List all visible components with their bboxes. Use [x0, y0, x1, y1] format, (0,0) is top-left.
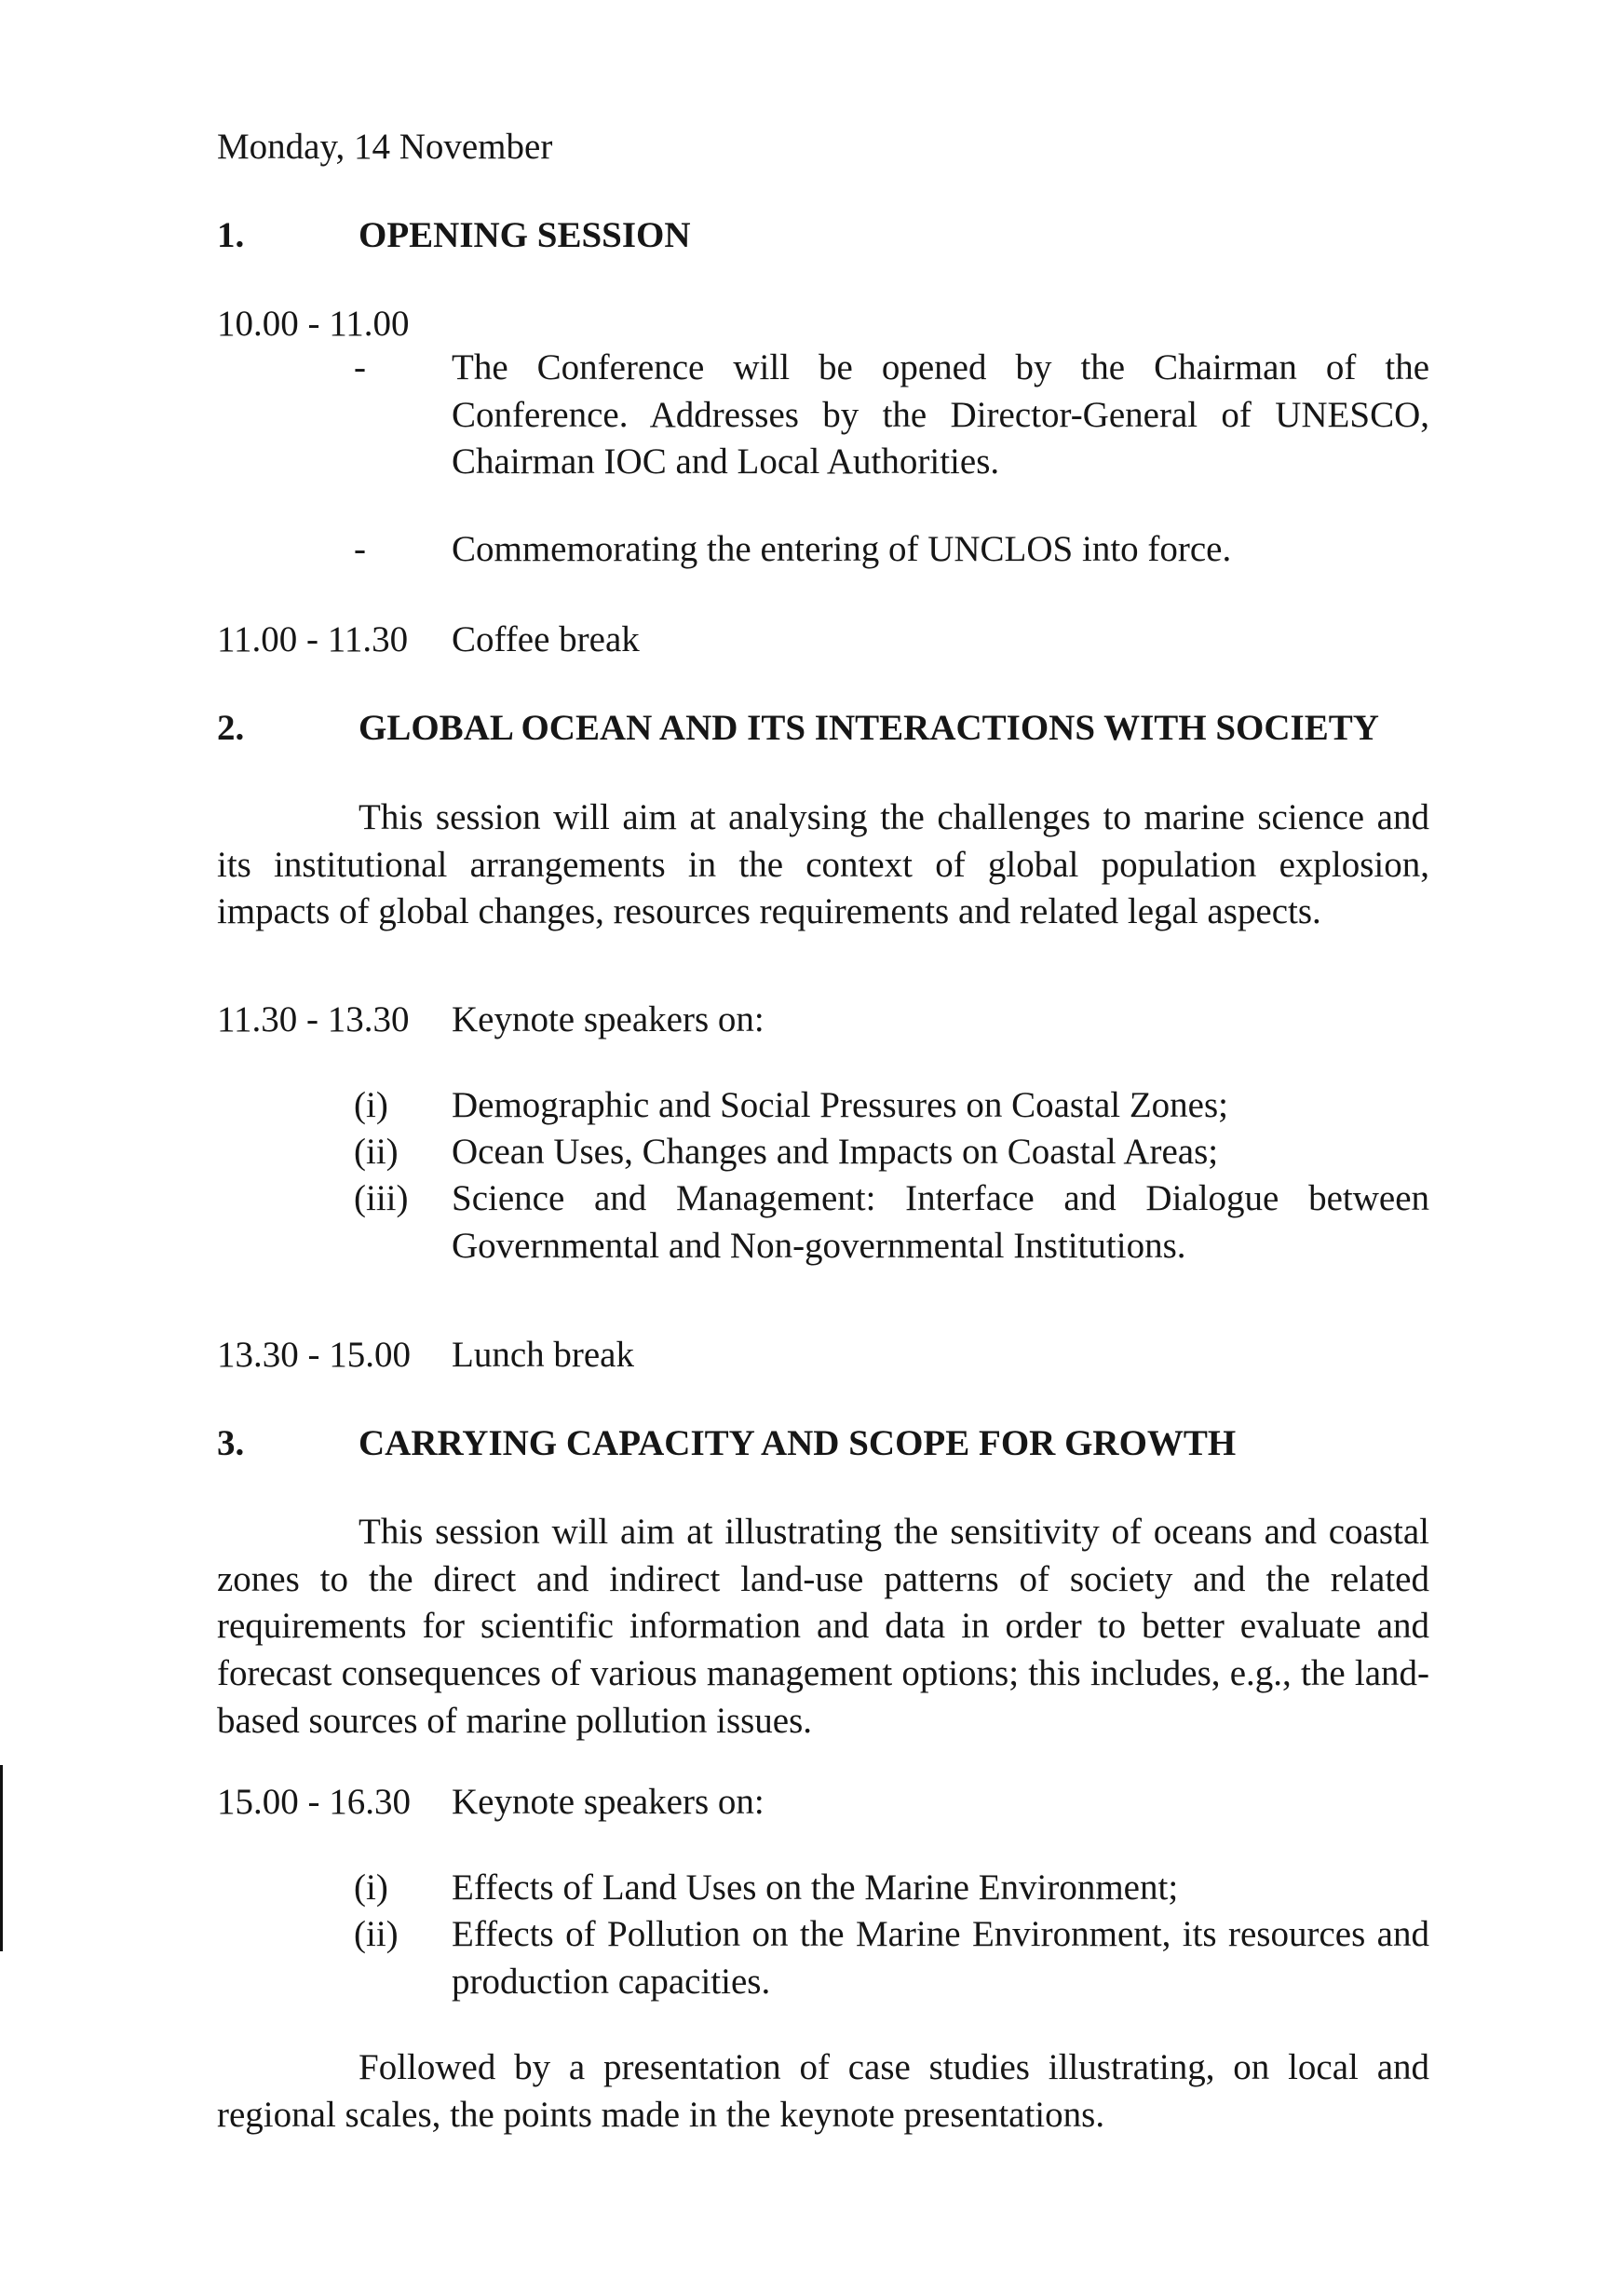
list-item	[354, 1865, 1429, 1912]
keynote-slot	[217, 1779, 765, 1826]
list-item	[354, 526, 1429, 574]
keynote-slot	[217, 997, 765, 1044]
slot-label: Keynote speakers on:	[452, 999, 765, 1039]
closing-paragraph: Followed by a presentation of case studies illustrating, on local and regional scales, the points made in the keynote presentations.	[217, 2047, 1429, 2135]
section-2-heading	[217, 705, 1379, 753]
list-item-text: Commemorating the entering of UNCLOS into force.	[452, 529, 1232, 569]
list-item-text: The Conference will be opened by the Chairman of the Conference. Addresses by the Director-General of UNESCO, Chairman IOC and Local Authorities.	[452, 347, 1429, 482]
margin-mark	[0, 1765, 3, 1951]
list-item-text: Science and Management: Interface and Dialogue between Governmental and Non-governmental Institutions.	[452, 1178, 1429, 1266]
list-item	[354, 1082, 1429, 1130]
session-description: This session will aim at analysing the challenges to marine science and its institutional arrangements in the context of global population explosion, impacts of global changes, resources requirements and related legal aspects.	[217, 797, 1429, 932]
slot-label: Coffee break	[452, 619, 640, 659]
list-item	[354, 1129, 1429, 1176]
list-marker: (iii)	[354, 1178, 409, 1218]
slot-time: 11.00 - 11.30	[217, 619, 409, 659]
list-marker: -	[354, 347, 366, 387]
list-item-text: Effects of Land Uses on the Marine Environment;	[452, 1867, 1179, 1908]
slot-label: Lunch break	[452, 1335, 634, 1375]
list-item-text: Effects of Pollution on the Marine Environment, its resources and production capacities.	[452, 1914, 1429, 2002]
section-title: GLOBAL OCEAN AND ITS INTERACTIONS WITH SOCIETY	[359, 708, 1379, 748]
session-description: This session will aim at illustrating the sensitivity of oceans and coastal zones to the direct and indirect land-use patterns of society and the related requirements for scientific information and data in order to better evaluate and forecast consequences of various management options; this includes, e.g., the land-based sources of marine pollution issues.	[217, 1512, 1429, 1741]
list-marker: (ii)	[354, 1914, 399, 1954]
list-item-text: Ocean Uses, Changes and Impacts on Coastal Areas;	[452, 1132, 1219, 1172]
list-marker: (i)	[354, 1085, 388, 1125]
list-item	[354, 1911, 1429, 2005]
section-title: CARRYING CAPACITY AND SCOPE FOR GROWTH	[359, 1423, 1237, 1463]
slot-time: 11.30 - 13.30	[217, 999, 410, 1039]
section-3-heading	[217, 1420, 1236, 1468]
slot-time: 15.00 - 16.30	[217, 1782, 411, 1822]
section-1-heading	[217, 212, 691, 260]
session-time: 10.00 - 11.00	[217, 304, 410, 344]
list-marker: (ii)	[354, 1132, 399, 1172]
list-item	[354, 1175, 1429, 1270]
section-title: OPENING SESSION	[359, 215, 691, 255]
list-item-text: Demographic and Social Pressures on Coastal Zones;	[452, 1085, 1228, 1125]
slot-label: Keynote speakers on:	[452, 1782, 765, 1822]
list-marker: -	[354, 529, 366, 569]
coffee-break-slot	[217, 617, 640, 664]
list-item	[354, 345, 1429, 486]
section-number: 2.	[217, 708, 245, 748]
section-number: 1.	[217, 215, 245, 255]
date-heading: Monday, 14 November	[217, 127, 553, 167]
slot-time: 13.30 - 15.00	[217, 1335, 411, 1375]
section-number: 3.	[217, 1423, 245, 1463]
lunch-break-slot	[217, 1332, 634, 1379]
list-marker: (i)	[354, 1867, 388, 1908]
